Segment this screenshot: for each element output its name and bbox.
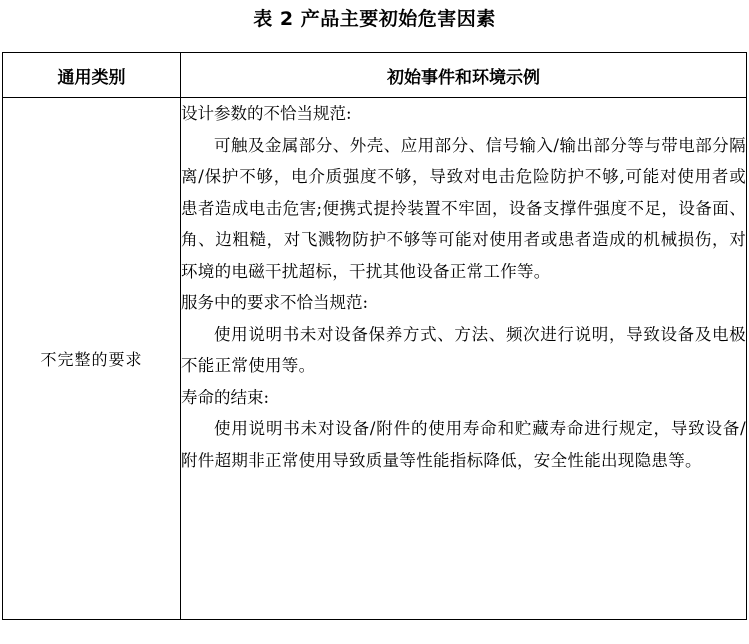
section-heading: 寿命的结束: — [181, 387, 270, 407]
section-body: 可触及金属部分、外壳、应用部分、信号输入/输出部分等与带电部分隔离/保护不够，电介质强度不够，导致对电击危险防护不够,可能对使用者或患者造成电击危害;便携式提拎装置不牢固，设备支撑件强度不足，设备面、角、边粗糙，对飞溅物防护不够等可能对使用者或患者造成的机械损伤，对环境的电磁干扰超标，干扰其他设备正常工作等。 — [181, 135, 746, 281]
section-body: 使用说明书未对设备/附件的使用寿命和贮藏寿命进行规定，导致设备/附件超期非正常使用导致质量等性能指标降低，安全性能出现隐患等。 — [181, 419, 746, 470]
table-header-row — [3, 53, 747, 98]
header-examples: 初始事件和环境示例 — [181, 53, 747, 98]
section-body: 使用说明书未对设备保养方式、方法、频次进行说明，导致设备及电极不能正常使用等。 — [181, 324, 746, 375]
table-caption: 表 2 产品主要初始危害因素 — [253, 8, 496, 30]
examples-cell — [181, 98, 747, 620]
header-category: 通用类别 — [3, 53, 181, 98]
table-row — [3, 98, 747, 620]
section-heading: 设计参数的不恰当规范: — [181, 104, 352, 123]
section-heading: 服务中的要求不恰当规范: — [181, 293, 369, 312]
hazard-table — [2, 52, 747, 620]
category-cell: 不完整的要求 — [3, 98, 181, 620]
